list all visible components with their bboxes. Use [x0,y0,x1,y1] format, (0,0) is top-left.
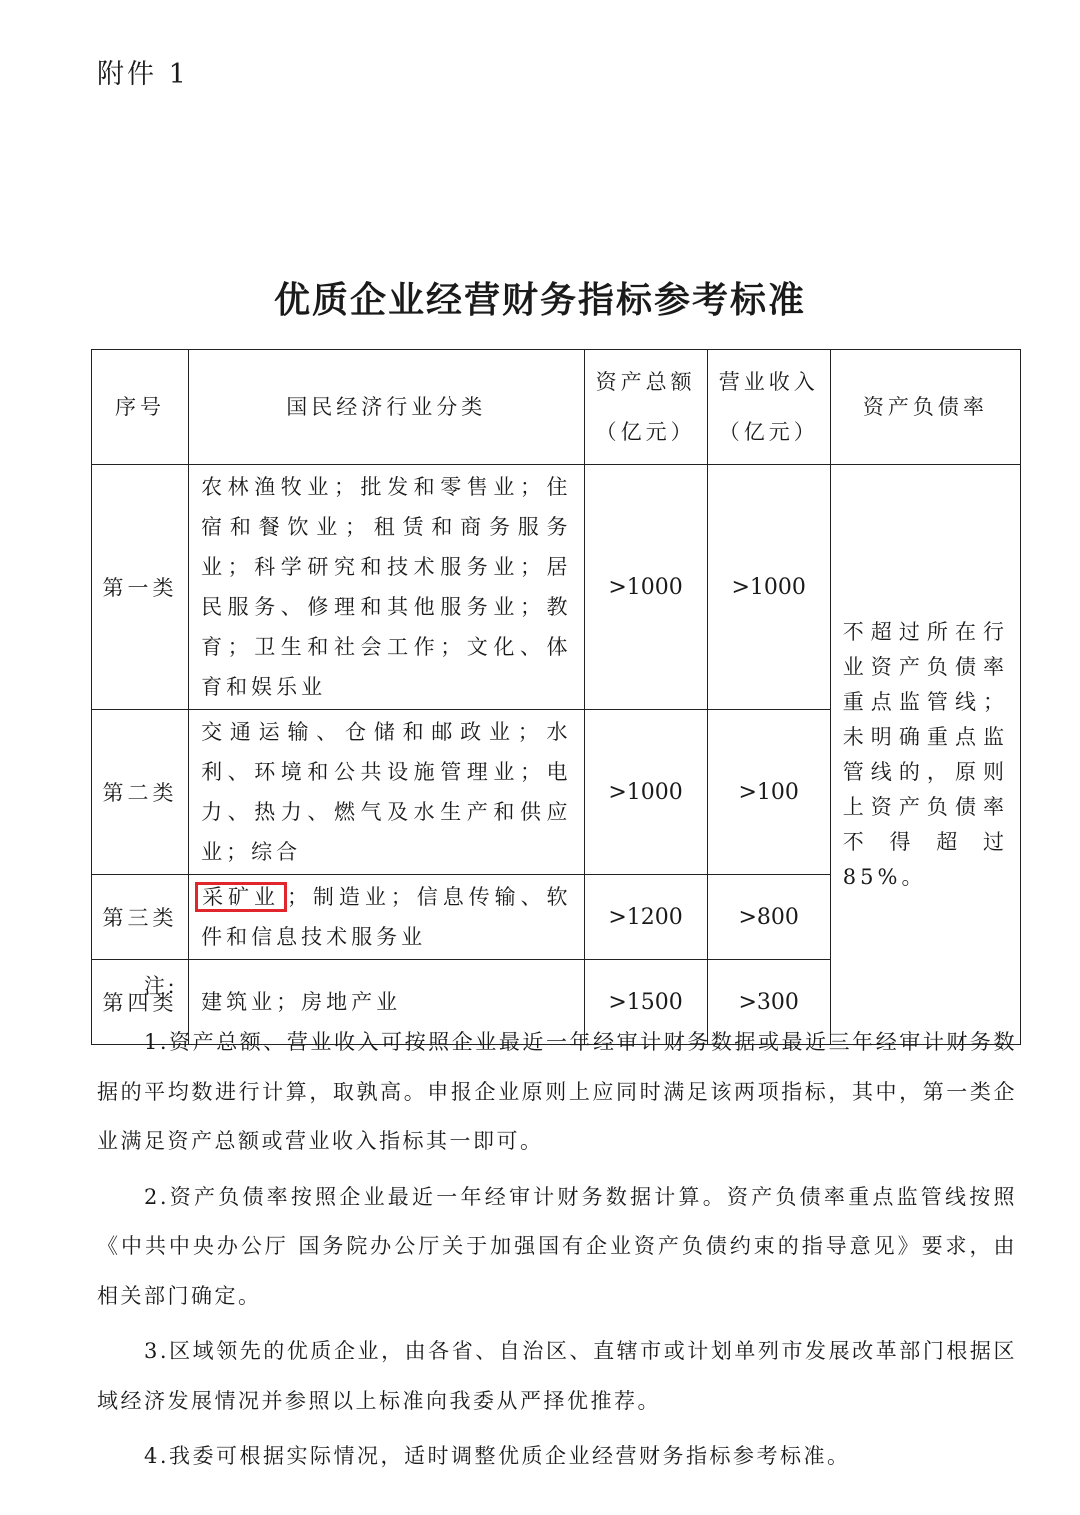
row-revenue: >100 [707,710,830,875]
header-revenue-line2: （亿元） [718,420,819,444]
highlight-box-mining: 采矿业 [195,882,287,912]
header-industry: 国民经济行业分类 [189,350,584,465]
row-industry-rest: ；制造业；信息传输、软件和信息技术服务业 [201,885,572,949]
note-item: 3.区域领先的优质企业，由各省、自治区、直辖市或计划单列市发展改革部门根据区域经济发展情况并参照以上标准向我委从严择优推荐。 [97,1339,1017,1413]
attachment-label: 附件 1 [97,59,189,90]
header-assets [584,350,707,465]
header-seq: 序号 [92,350,189,465]
row-seq: 第一类 [92,465,189,710]
notes-label: 注: [144,974,178,998]
notes-section [97,968,1017,1488]
row-assets: >1200 [584,875,707,960]
note-item: 4.我委可根据实际情况，适时调整优质企业经营财务指标参考标准。 [144,1444,851,1468]
row-seq: 第三类 [92,875,189,960]
row-assets: >1000 [584,710,707,875]
header-revenue [707,350,830,465]
row-industry: 建筑业；房地产业 [201,990,402,1014]
row-seq: 第四类 [92,960,189,1045]
row-assets: >1000 [584,465,707,710]
table-row [92,465,1021,710]
document-title: 优质企业经营财务指标参考标准 [273,280,806,321]
note-item: 2.资产负债率按照企业最近一年经审计财务数据计算。资产负债率重点监管线按照《中共中央办公厅 国务院办公厅关于加强国有企业资产负债约束的指导意见》要求，由相关部门确定。 [97,1184,1017,1308]
note-item: 1.资产总额、营业收入可按照企业最近一年经审计财务数据或最近三年经审计财务数据的平均数进行计算，取孰高。申报企业原则上应同时满足该两项指标，其中，第一类企业满足资产总额或营业收入指标其一即可。 [97,1030,1017,1153]
row-assets: >1500 [584,960,707,1045]
row-industry-cell [189,465,584,710]
row-industry: 农林渔牧业；批发和零售业；住宿和餐饮业；租赁和商务服务业；科学研究和技术服务业；居民服务、修理和其他服务业；教育；卫生和社会工作；文化、体育和娱乐业 [201,475,572,699]
row-industry-cell [189,875,584,960]
standards-table [91,349,1021,1045]
row-industry-cell [189,710,584,875]
header-debt-ratio: 资产负债率 [830,350,1020,465]
debt-ratio-cell [830,465,1020,1045]
header-assets-line1: 资产总额 [595,370,696,394]
table-header-row [92,350,1021,465]
header-revenue-line1: 营业收入 [718,370,819,394]
row-revenue: >800 [707,875,830,960]
debt-ratio-note: 不超过所在行业资产负债率重点监管线；未明确重点监管线的，原则上资产负债率不得超过85%。 [842,619,1008,889]
row-industry: 交通运输、仓储和邮政业；水利、环境和公共设施管理业；电力、热力、燃气及水生产和供应业；综合 [201,720,572,864]
row-seq: 第二类 [92,710,189,875]
row-industry [189,875,583,959]
header-assets-line2: （亿元） [595,420,696,444]
row-revenue: >1000 [707,465,830,710]
row-revenue: >300 [707,960,830,1045]
